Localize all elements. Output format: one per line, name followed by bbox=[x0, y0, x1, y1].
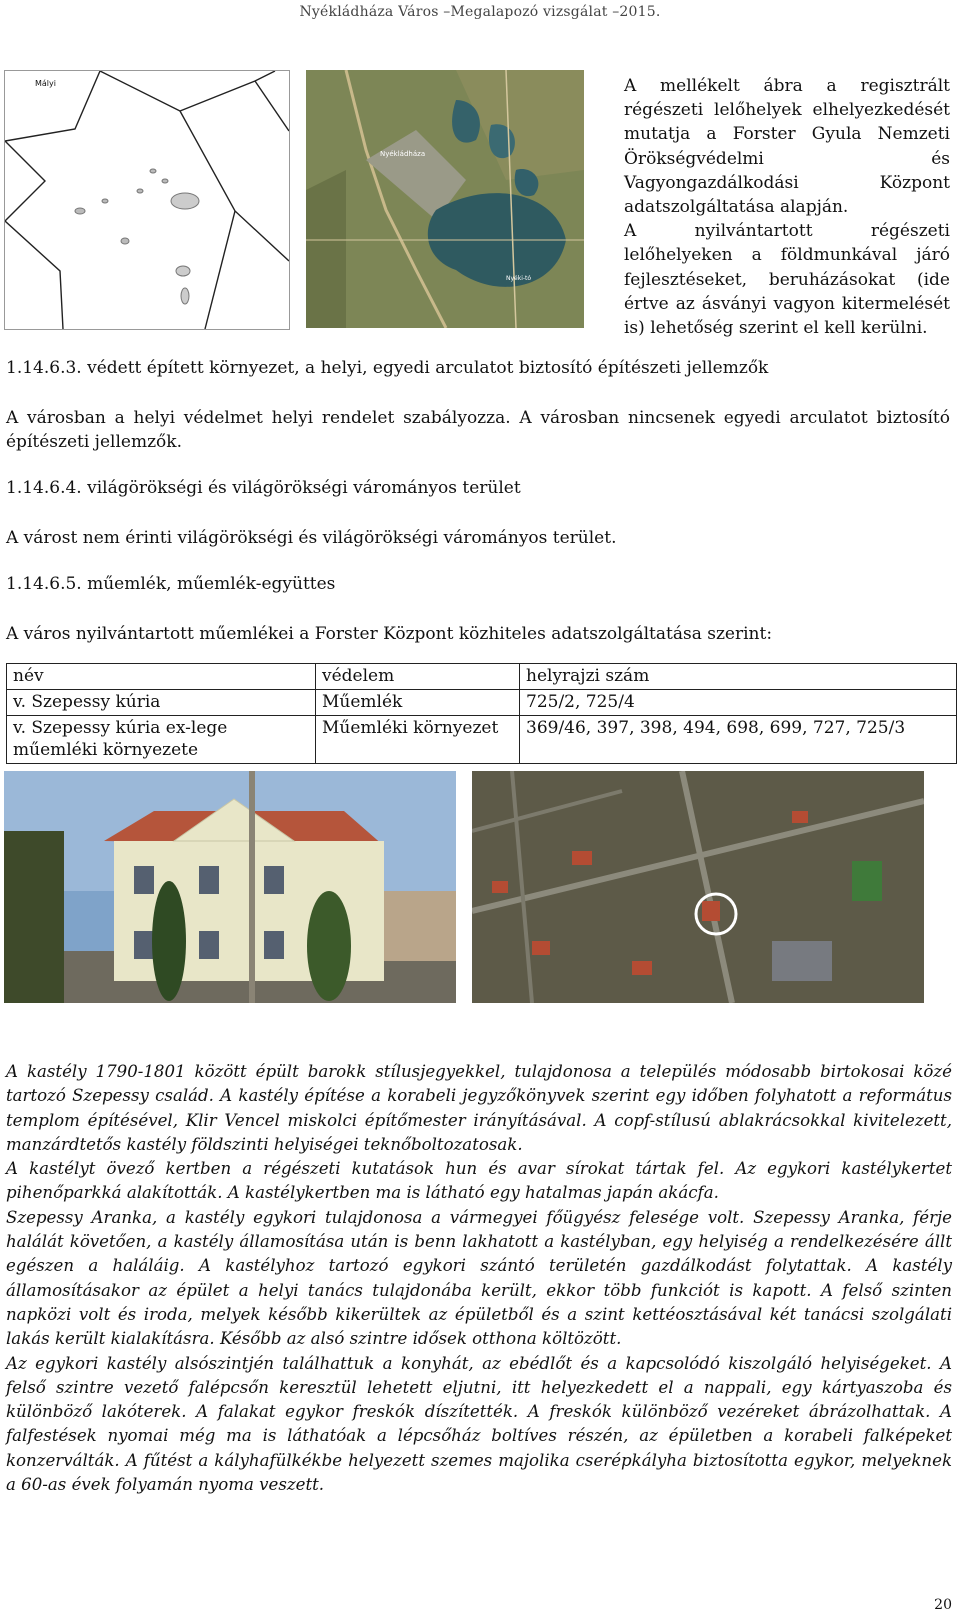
table-cell: Műemléki környezet bbox=[316, 716, 520, 764]
section-intro-1-14-6-5: A város nyilvántartott műemlékei a Forster Központ közhiteles adatszolgáltatása szerint: bbox=[6, 624, 773, 644]
history-paragraph: Szepessy Aranka, a kastély egykori tulajdonosa a vármegyei főügyész felesége volt. Szepessy Aranka, férje halálát követően, a kastély államosítása után is benn lakhatott a kastélyban, egy helyiség a rendelkezésére állt egészen a haláláig. A kastélyhoz tartozó egykori szántó területén gazdálkodást folytattak. A kastély államosításakor az épület a helyi tanács tulajdonába került, ekkor több funkciót is kapott. A felső szinten napközi volt és iroda, melyek később kikerültek az épületből és a szint kettéosztásával két tanácsi szolgálati lakás került kialakításra. Később az alsó szintre idősek otthona költözött. bbox=[6, 1207, 952, 1349]
table-header-cell: védelem bbox=[316, 664, 520, 690]
table-cell: 725/2, 725/4 bbox=[520, 690, 957, 716]
manor-house-photo bbox=[4, 771, 456, 1003]
table-header-cell: név bbox=[7, 664, 316, 690]
section-title-1-14-6-3: 1.14.6.3. védett épített környezet, a helyi, egyedi arculatot biztosító építészeti jellemzők bbox=[6, 358, 769, 378]
map-label-village: Mályi bbox=[35, 79, 56, 88]
satellite-map bbox=[306, 70, 584, 328]
section-title-1-14-6-5: 1.14.6.5. műemlék, műemlék-együttes bbox=[6, 574, 336, 594]
monuments-table bbox=[6, 663, 957, 764]
section-text-1-14-6-3: A városban a helyi védelmet helyi rendelet szabályozza. A városban nincsenek egyedi arculatot biztosító építészeti jellemzők. bbox=[6, 408, 950, 452]
table-cell: v. Szepessy kúria bbox=[7, 690, 316, 716]
manor-history-text bbox=[6, 1060, 952, 1497]
map-label-lake: Nyéki-tó bbox=[506, 275, 532, 282]
running-header: Nyékládháza Város –Megalapozó vizsgálat –2015. bbox=[299, 4, 661, 20]
table-cell: Műemlék bbox=[316, 690, 520, 716]
side-paragraph: A mellékelt ábra a regisztrált régészeti lelőhelyek elhelyezkedését mutatja a Forster Gyula Nemzeti Örökségvédelmi és Vagyongazdálkodási Központ adatszolgáltatása alapján. bbox=[624, 76, 950, 218]
history-paragraph: A kastély 1790-1801 között épült barokk stílusjegyekkel, tulajdonosa a település módosabb birtokosai közé tartozó Szepessy család. A kastély építése a korabeli jegyzőkönyvek szerint egy időben folyhatott a református templom építésével, Klir Vencel miskolci építőmester irányításával. A copf-stílusú ablakrácsokkal kivitelezett, manzárdtetős kastély földszinti helyiségei teknőboltozatosak. bbox=[6, 1062, 952, 1154]
table-cell: 369/46, 397, 398, 494, 698, 699, 727, 725/3 bbox=[520, 716, 957, 764]
table-cell: v. Szepessy kúria ex-lege műemléki környezete bbox=[7, 716, 316, 764]
archaeology-description bbox=[624, 74, 950, 340]
section-text-1-14-6-4: A várost nem érinti világörökségi és világörökségi várományos terület. bbox=[6, 528, 617, 548]
history-paragraph: A kastélyt övező kertben a régészeti kutatások hun és avar sírokat tártak fel. Az egykori kastélykertet pihenőparkká alakították. A kastélykertben ma is látható egy hatalmas japán akácfa. bbox=[6, 1159, 952, 1203]
table-header-cell: helyrajzi szám bbox=[520, 664, 957, 690]
page-number: 20 bbox=[934, 1597, 952, 1613]
table-row bbox=[7, 716, 957, 764]
table-header-row bbox=[7, 664, 957, 690]
side-paragraph: A nyilvántartott régészeti lelőhelyeken a földmunkával járó fejlesztéseket, beruházásokat (ide értve az ásványi vagyon kitermelését is) lehetőség szerint el kell kerülni. bbox=[624, 221, 950, 339]
history-paragraph: Az egykori kastély alsószintjén találhattuk a konyhát, az ebédlőt és a kapcsolódó kiszolgáló helyiségeket. A felső szintre vezető falépcsőn keresztül lehetett eljutni, itt helyezkedett el a nappali, egy kártyaszoba és különböző lakóterek. A falakat egykor freskók díszítették. A freskók különböző vezéreket ábrázolhattak. A falfestések nyomai még ma is láthatóak a lépcsőház boltíves részén, az épületben a korabeli falképeket konzerválták. A fűtést a kályhafülkékbe helyezett szemes majolika cserépkályha biztosította egykor, melyeknek a 60-as évek folyamán nyoma veszett. bbox=[6, 1353, 952, 1495]
section-title-1-14-6-4: 1.14.6.4. világörökségi és világörökségi várományos terület bbox=[6, 478, 521, 498]
table-row bbox=[7, 690, 957, 716]
archaeological-sites-map bbox=[4, 70, 290, 330]
aerial-photo bbox=[472, 771, 924, 1003]
map-label-town: Nyékládháza bbox=[380, 150, 426, 158]
